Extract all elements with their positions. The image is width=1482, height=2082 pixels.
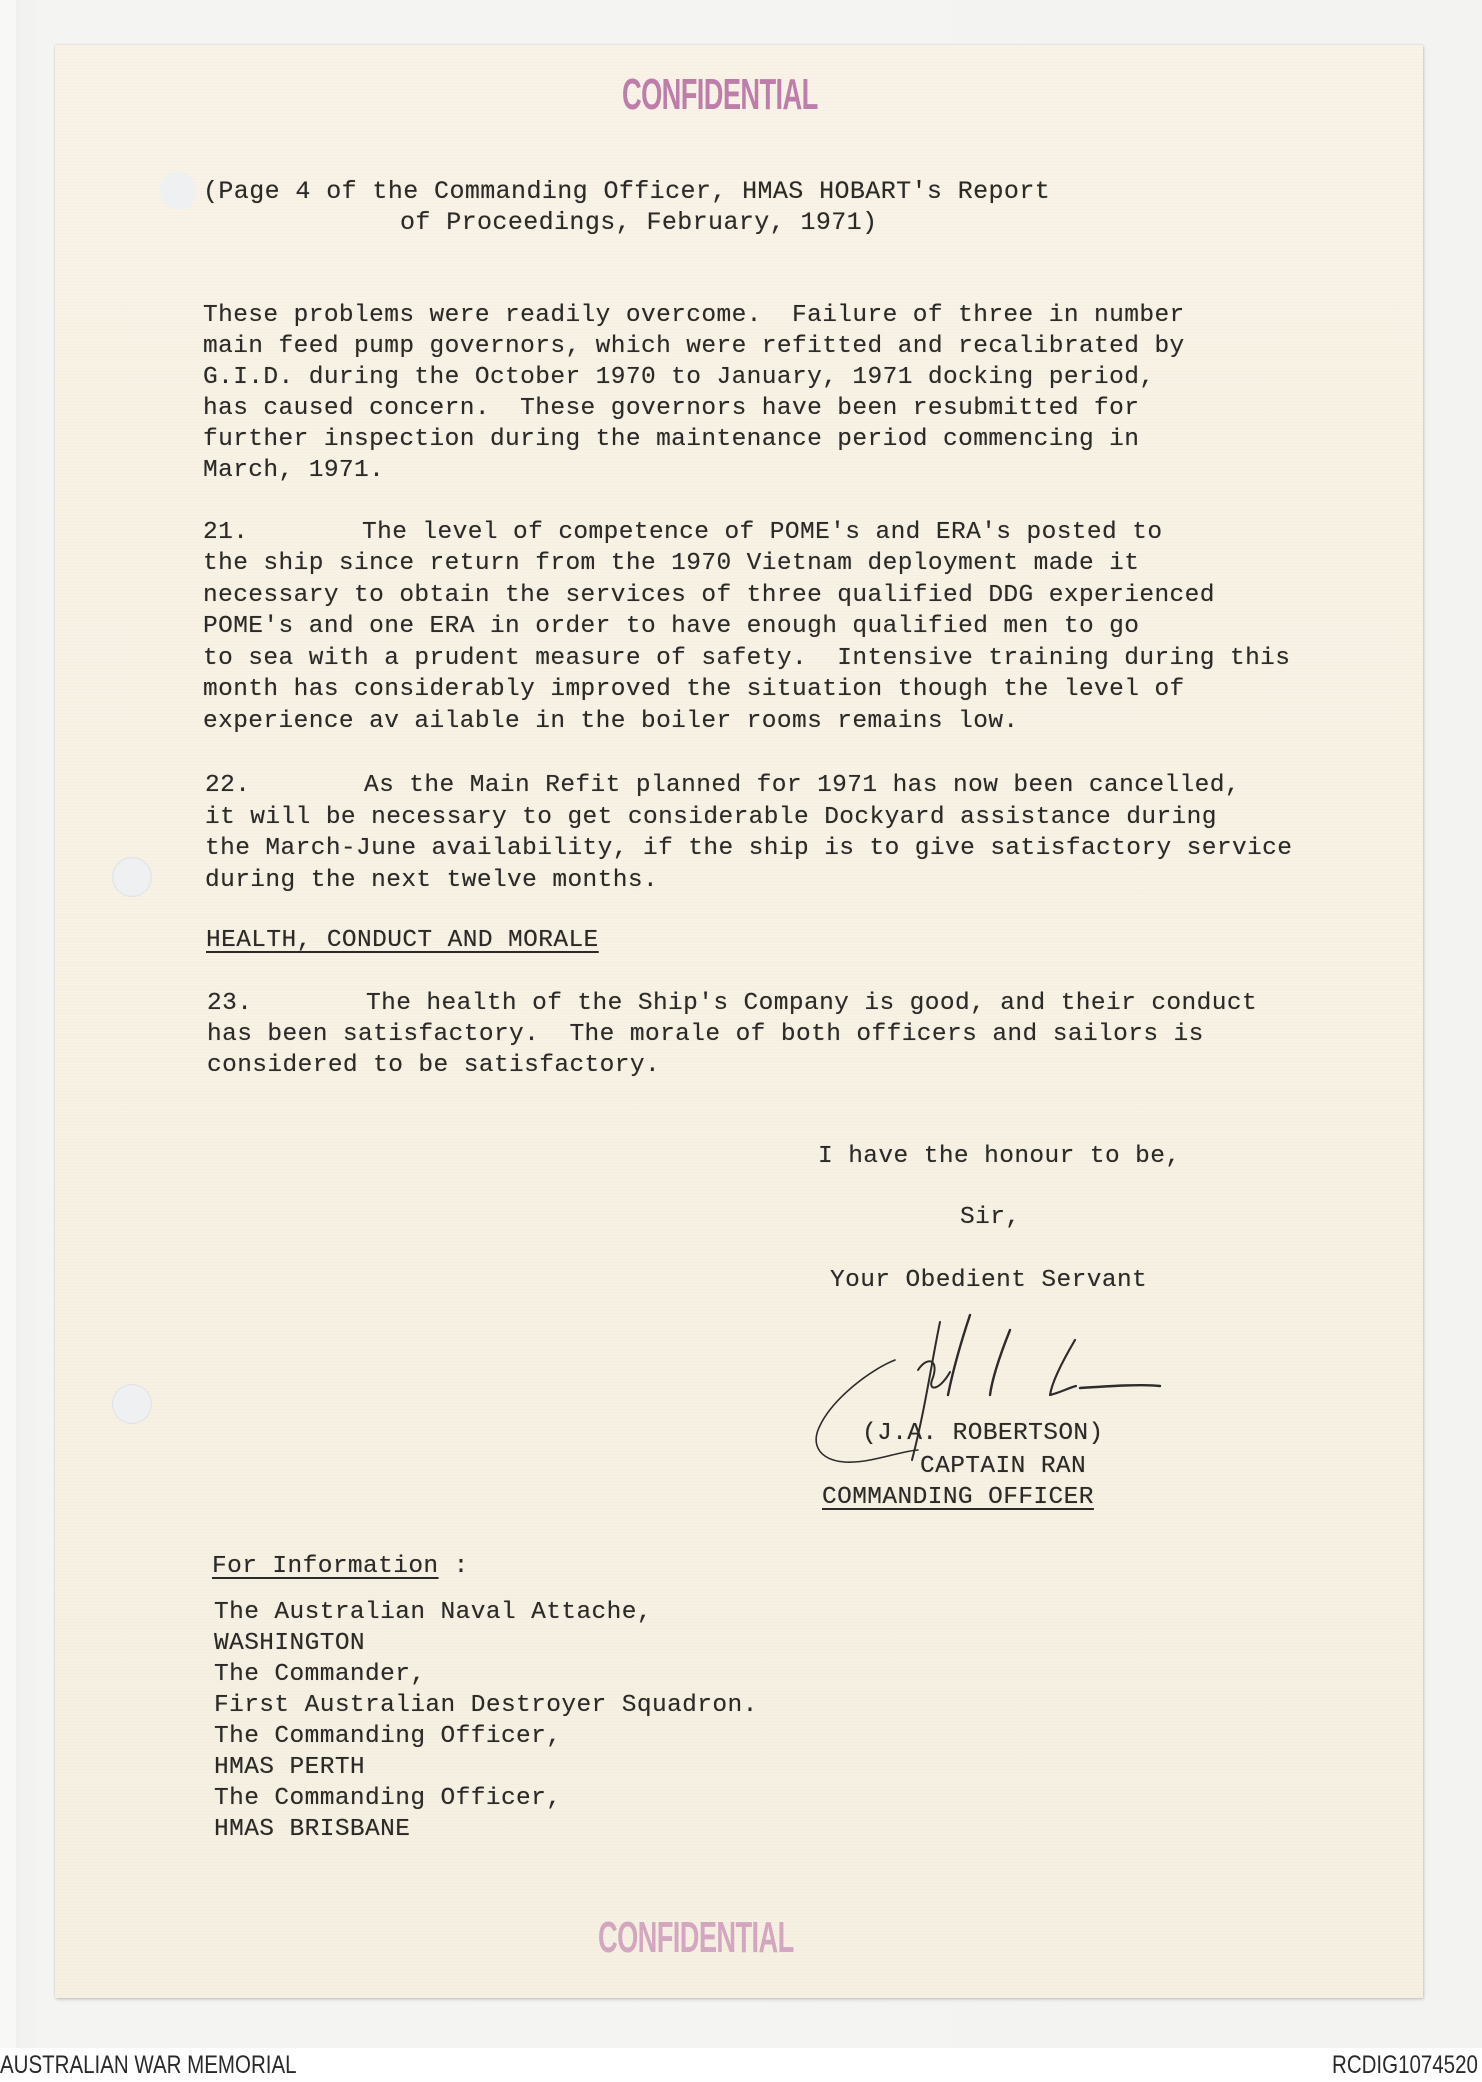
footer-record-id: RCDIG1074520 <box>1332 2051 1478 2079</box>
paragraph-number: 21. <box>203 519 249 546</box>
signature-tail-stroke <box>1080 1385 1160 1388</box>
signature-l2-stroke <box>990 1330 1010 1395</box>
signature-a-stroke <box>918 1361 950 1387</box>
paragraph-line: month has considerably improved the situation though the level of <box>203 676 1185 703</box>
confidential-stamp-top: CONFIDENTIAL <box>622 70 818 119</box>
paragraph-line: has been satisfactory. The morale of both officers and sailors is <box>207 1021 1204 1048</box>
section-heading: HEALTH, CONDUCT AND MORALE <box>206 927 599 954</box>
paragraph-line: it will be necessary to get considerable Dockyard assistance during <box>205 804 1217 831</box>
distribution-item: HMAS PERTH <box>214 1754 366 1781</box>
distribution-item: First Australian Destroyer Squadron. <box>214 1692 758 1719</box>
paragraph-line: G.I.D. during the October 1970 to January, 1971 docking period, <box>203 364 1155 391</box>
closing-line-honour: I have the honour to be, <box>818 1143 1181 1170</box>
paragraph-line: has caused concern. These governors have been resubmitted for <box>203 395 1140 422</box>
signatory-name: (J.A. ROBERTSON) <box>862 1420 1104 1447</box>
closing-line-servant: Your Obedient Servant <box>830 1267 1148 1294</box>
punch-hole <box>112 857 152 897</box>
distribution-heading-label: For Information <box>212 1553 439 1580</box>
punch-hole <box>112 1384 152 1424</box>
paragraph-line: March, 1971. <box>203 457 385 484</box>
distribution-item: The Commanding Officer, <box>214 1785 562 1812</box>
signature-l1-stroke <box>948 1315 970 1395</box>
paragraph-line: experience av ailable in the boiler rooms remains low. <box>203 708 1019 735</box>
paragraph-line: the ship since return from the 1970 Vietnam deployment made it <box>203 550 1140 577</box>
paragraph-line: considered to be satisfactory. <box>207 1052 661 1079</box>
closing-line-sir: Sir, <box>960 1204 1021 1231</box>
signature-l3-stroke <box>1050 1340 1076 1395</box>
distribution-heading-colon: : <box>438 1553 469 1580</box>
scan-edge <box>0 0 16 2048</box>
distribution-item: The Commander, <box>214 1661 426 1688</box>
distribution-item: The Commanding Officer, <box>214 1723 562 1750</box>
footer-institution: AUSTRALIAN WAR MEMORIAL <box>0 2051 297 2079</box>
signatory-rank: CAPTAIN RAN <box>920 1453 1087 1480</box>
paragraph-line: As the Main Refit planned for 1971 has now been cancelled, <box>364 772 1240 799</box>
distribution-item: The Australian Naval Attache, <box>214 1599 652 1626</box>
distribution-item: WASHINGTON <box>214 1630 366 1657</box>
paragraph-line: necessary to obtain the services of three qualified DDG experienced <box>203 582 1215 609</box>
paragraph-line: The health of the Ship's Company is good, and their conduct <box>366 990 1258 1017</box>
paragraph-line: main feed pump governors, which were refitted and recalibrated by <box>203 333 1185 360</box>
report-title-line-1: (Page 4 of the Commanding Officer, HMAS HOBART's Report <box>203 177 1051 206</box>
paragraph-line: further inspection during the maintenance period commencing in <box>203 426 1140 453</box>
paragraph-line: the March-June availability, if the ship is to give satisfactory service <box>205 835 1293 862</box>
paragraph-line: during the next twelve months. <box>205 867 659 894</box>
paragraph-number: 22. <box>205 772 251 799</box>
confidential-stamp-bottom: CONFIDENTIAL <box>598 1913 794 1962</box>
torn-punch-hole <box>160 172 196 210</box>
paragraph-line: POME's and one ERA in order to have enough qualified men to go <box>203 613 1140 640</box>
paragraph-line: These problems were readily overcome. Failure of three in number <box>203 302 1185 329</box>
report-title-line-2: of Proceedings, February, 1971) <box>400 208 878 237</box>
paragraph-number: 23. <box>207 990 253 1017</box>
signatory-position: COMMANDING OFFICER <box>822 1484 1094 1511</box>
paragraph-line: The level of competence of POME's and ERA's posted to <box>362 519 1163 546</box>
distribution-heading <box>212 1551 469 1583</box>
paragraph-line: to sea with a prudent measure of safety. Intensive training during this <box>203 645 1291 672</box>
distribution-item: HMAS BRISBANE <box>214 1816 411 1843</box>
